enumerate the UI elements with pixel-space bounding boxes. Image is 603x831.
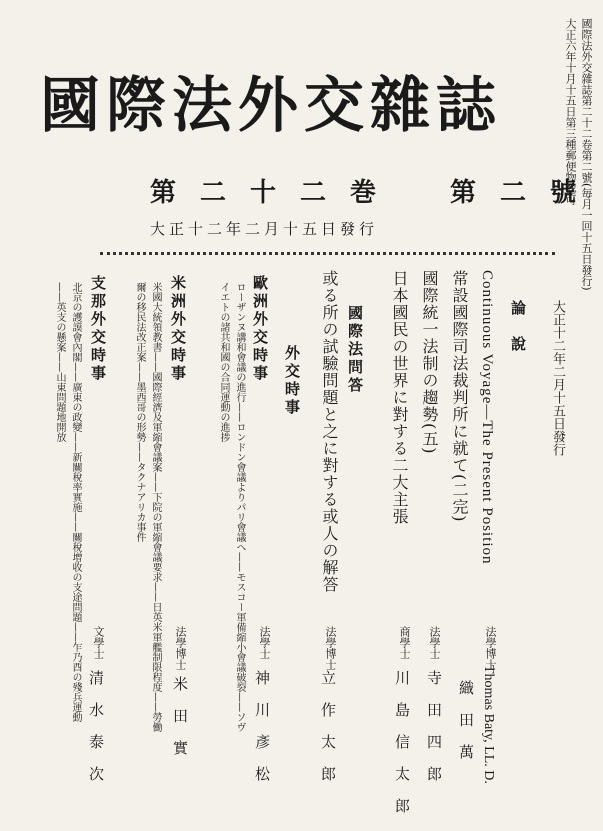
article-title: 日本國民の世界に對する二大主張	[390, 270, 409, 525]
section-heading-ronsetsu: 論 說	[509, 300, 527, 354]
author-name: Thomas Baty, LL. D.	[481, 665, 496, 784]
author-degree: 商學士	[398, 626, 411, 659]
subsection-heading-america: 米洲外交時事	[169, 275, 187, 383]
publication-date: 大正十二年二月十五日發行	[150, 220, 379, 238]
author-name: 川 島 信 太 郎	[393, 670, 411, 814]
topics-line-2: ——英支の懸案——山東問題地開放	[54, 282, 65, 442]
topics-line-2: 爾の移民法改正案——墨西哥の形勢——タクナアリカ事件	[134, 282, 145, 542]
subsection-heading-europe: 歐洲外交時事	[251, 275, 269, 383]
author-name: 寺 田 四 郎	[425, 670, 443, 782]
issue-date-vertical: 大正十二年二月十五日發行	[550, 300, 565, 456]
dotted-divider	[100, 252, 555, 255]
issue-number: 第二十二巻 第二號	[150, 178, 601, 208]
author-name: 神 川 彥 松	[253, 670, 271, 782]
registration-line-1: 國際法外交雜誌第二十二卷第二號(毎月一回十五日發行)	[580, 18, 593, 291]
topics-line-1: 北京の護謨會內閣——廣東の政變——新關稅率實施——關稅增收の支途問題——乍乃酉の殘兵運動	[70, 282, 81, 722]
registration-line-2: 大正六年十月十五日第三種郵便物認可	[564, 18, 577, 205]
section-heading-mondo: 國際法問答	[346, 305, 364, 395]
author-name-jp: 織 田 萬	[457, 680, 475, 760]
magazine-title: 國際法外交雜誌	[40, 71, 502, 141]
article-title: 常設國際司法裁判所に就て(二完)	[450, 270, 469, 523]
article-title: Continuous Voyage—The Present Position	[479, 270, 495, 565]
author-degree: 法學士	[428, 626, 441, 659]
author-name: 清 水 泰 次	[87, 670, 105, 782]
author-degree: 文學士	[92, 626, 105, 659]
author-name: 米 田 實	[171, 676, 189, 756]
author-degree: 法學博士	[174, 626, 187, 670]
author-degree: 法學博士	[484, 626, 497, 670]
author-degree: 法學博士	[324, 626, 337, 670]
article-title: 國際統一法制の趨勢(五)	[420, 270, 439, 455]
author-degree: 法學士	[258, 626, 271, 659]
article-title: 或る所の試驗問題と之に對する或人の解答	[320, 270, 339, 593]
topics-line-1: 米國大統領教書——國際經濟及軍縮會議案——下院の軍縮會議要求——日英米軍艦制限程度——勞働	[150, 282, 161, 732]
topics-line-2: イエトの諸共和國の合同運動の進捗	[218, 282, 229, 442]
topics-line-1: ローザンヌ講和會議の進行——ロンドン會議よりパリ會議へ——モスコー軍備縮小會議破裂——ソヴ	[234, 282, 245, 732]
author-name: 立 作 太 郎	[319, 670, 337, 782]
section-heading-gaiko: 外交時事	[283, 345, 301, 417]
subsection-heading-china: 支那外交時事	[89, 275, 107, 383]
